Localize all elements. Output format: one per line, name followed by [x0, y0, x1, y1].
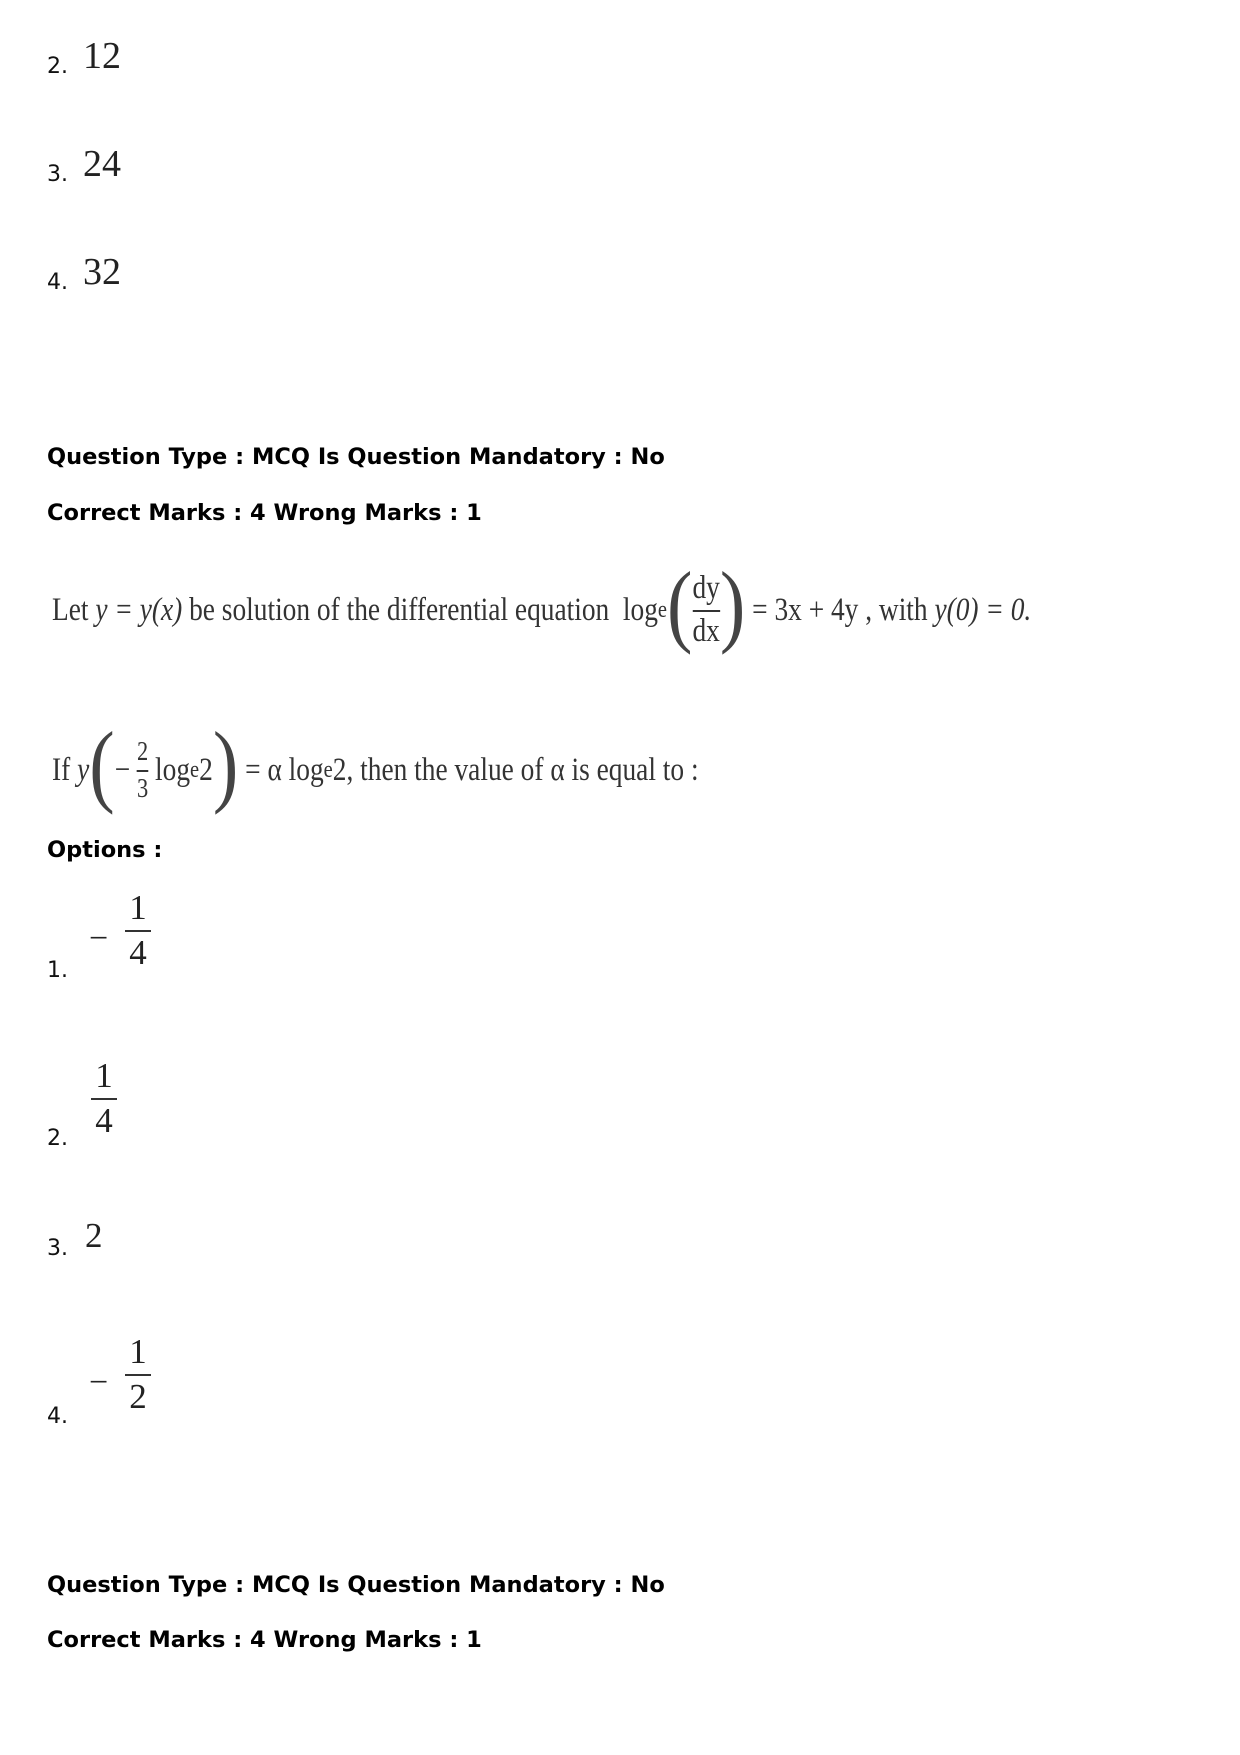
- option-2[interactable]: [47, 1058, 247, 1168]
- stem-fraction: [692, 572, 719, 648]
- fraction-bar: [91, 1098, 117, 1100]
- fraction-numerator: 1: [129, 1332, 147, 1371]
- stem-math: y = y(x): [95, 591, 183, 628]
- right-paren: ): [212, 713, 239, 815]
- option-4[interactable]: [47, 1334, 247, 1444]
- option-fraction: [125, 1334, 151, 1414]
- stem-text: If: [52, 751, 71, 788]
- fraction-denominator: 4: [129, 932, 147, 972]
- option-index: 3.: [47, 162, 68, 187]
- fraction-bar: [125, 1374, 151, 1376]
- option-sign: −: [89, 920, 109, 957]
- option-value: 32: [83, 251, 121, 293]
- stem-log: log: [155, 751, 191, 788]
- option-index: 4.: [47, 270, 68, 295]
- marks-line: Correct Marks : 4 Wrong Marks : 1: [47, 1627, 482, 1653]
- fraction-bar: [692, 610, 719, 612]
- option-value: 2: [85, 1216, 103, 1255]
- fraction-denominator: 4: [95, 1100, 113, 1140]
- stem-fraction: [137, 738, 148, 802]
- question-type-line: Question Type : MCQ Is Question Mandatory : No: [47, 1572, 665, 1598]
- option-3[interactable]: [47, 1216, 247, 1276]
- left-paren: (: [89, 713, 115, 815]
- fraction-numerator: 1: [95, 1056, 113, 1095]
- stem-math: y: [77, 751, 90, 788]
- stem-math: 2: [199, 751, 213, 788]
- stem-log-base: e: [657, 596, 668, 623]
- fraction-numerator: dy: [692, 570, 720, 607]
- left-paren: (: [667, 553, 693, 655]
- option-index: 2.: [47, 54, 68, 79]
- option-fraction: [91, 1058, 117, 1138]
- stem-math: = α log: [245, 751, 324, 788]
- question-type-line: Question Type : MCQ Is Question Mandatory : No: [47, 444, 665, 470]
- stem-log: log: [622, 591, 658, 628]
- stem-log-base: e: [190, 756, 200, 783]
- fraction-denominator: dx: [692, 612, 720, 649]
- fraction-numerator: 2: [136, 736, 149, 767]
- stem-text: be solution of the differential equation: [189, 591, 610, 628]
- right-paren: ): [719, 553, 746, 655]
- question-stem-line-1: [52, 553, 1032, 660]
- question-stem-line-2: [52, 713, 699, 820]
- option-index: 4.: [47, 1404, 68, 1429]
- option-value: 24: [83, 143, 121, 185]
- fraction-numerator: 1: [129, 888, 147, 927]
- marks-line: Correct Marks : 4 Wrong Marks : 1: [47, 500, 482, 526]
- stem-log-base: e: [323, 756, 333, 783]
- fraction-bar: [137, 770, 148, 772]
- option-index: 2.: [47, 1126, 68, 1151]
- fraction-denominator: 2: [129, 1376, 147, 1416]
- option-sign: −: [89, 1364, 109, 1401]
- stem-text: , then the value of α is equal to :: [346, 751, 699, 788]
- options-label: Options :: [47, 837, 163, 863]
- option-value: 12: [83, 35, 121, 77]
- fraction-denominator: 3: [136, 772, 149, 803]
- stem-math: 2: [332, 751, 347, 788]
- option-index: 3.: [47, 1236, 68, 1261]
- stem-math: = 3x + 4y , with: [752, 591, 928, 628]
- stem-math: −: [114, 751, 131, 788]
- option-fraction: [125, 890, 151, 970]
- option-index: 1.: [47, 958, 68, 983]
- stem-math: y(0) = 0.: [934, 591, 1032, 628]
- option-1[interactable]: [47, 890, 247, 1000]
- fraction-bar: [125, 930, 151, 932]
- stem-text: Let: [52, 591, 89, 628]
